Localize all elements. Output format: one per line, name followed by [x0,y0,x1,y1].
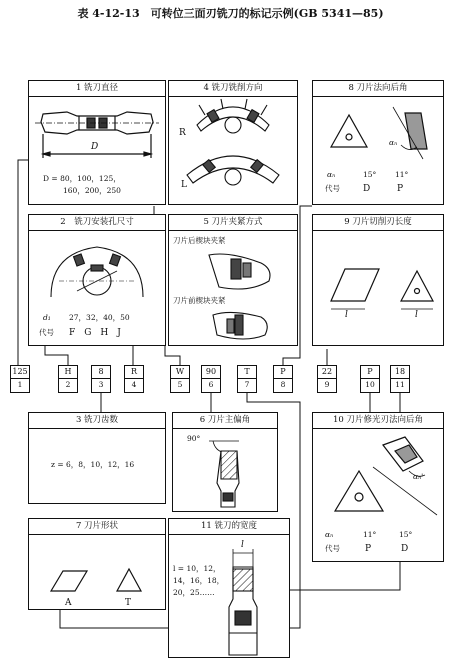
edge-length-l2: l [415,310,418,320]
box-lead-angle [172,412,278,512]
code-value: 8 [92,366,110,379]
width-values-3: 20，25…… [173,588,215,597]
code-value: P [361,366,379,379]
code-label: 代号 [325,184,340,193]
box-insert-clearance [312,80,444,205]
lead-angle-drawing [173,429,277,511]
hole-values: 27，32，40，50 [69,313,130,322]
code-cell [273,365,293,393]
cutter-width-drawing [169,537,289,657]
code-position: 8 [280,380,286,389]
box-header: 6 刀片主偏角 [173,413,277,429]
code-position: 3 [98,380,104,389]
box-cutter-diameter [28,80,166,205]
angle-value-2: 11° [395,170,409,179]
lead-angle-value: 90° [187,434,201,443]
box-header: 7 刀片形状 [29,519,165,535]
box-insert-shape [28,518,166,610]
edge-length-l1: l [345,310,348,320]
direction-r: R [179,128,186,138]
code-position: 6 [208,380,214,389]
direction-l: L [181,180,187,190]
code-position: 4 [131,380,137,389]
alpha-n-prime-figure-label: αₙ' [413,472,424,481]
hole-codes: F G H J [69,328,121,338]
angle-value-2: 15° [399,530,413,539]
wiper-clearance-drawing [313,431,443,531]
code-value: 22 [318,366,336,379]
code-value: R [125,366,143,379]
box-header: 3 铣刀齿数 [29,413,165,429]
code-cell [360,365,380,393]
angle-value-1: 15° [363,170,377,179]
code-position: 5 [177,380,183,389]
box-header: 9 刀片切削刃长度 [313,215,443,231]
code-cell [390,365,410,393]
code-cell [237,365,257,393]
shape-t: T [125,598,132,608]
code-value: 125 [11,366,29,379]
code-cell [170,365,190,393]
box-milling-direction [168,80,298,205]
alpha-n-label: αₙ [327,170,336,179]
box-header: 10 刀片修光刃法向后角 [313,413,443,429]
box-header: 11 铣刀的宽度 [169,519,289,535]
code-value: H [59,366,77,379]
code-value: P [274,366,292,379]
code-cell [124,365,144,393]
code-cell [10,365,30,393]
alpha-n-figure-label: αₙ [389,138,398,147]
milling-direction-drawing [169,97,297,205]
rear-wedge-label: 刀片后楔块夹紧 [173,236,226,245]
code-label: 代号 [325,544,340,553]
code-cell [91,365,111,393]
box-clamping-method [168,214,298,346]
figure-title: 表 4-12-13 可转位三面刃铣刀的标记示例(GB 5341—85) [77,7,384,20]
box-wiper-edge-clearance [312,412,444,562]
edge-length-drawing [313,255,443,325]
shape-a: A [65,598,72,608]
code-position: 7 [244,380,250,389]
mounting-hole-drawing [29,233,165,305]
code-p: P [397,184,404,194]
code-d: D [363,184,371,194]
alpha-n-label: αₙ [325,530,334,539]
box-mounting-hole [28,214,166,346]
front-wedge-label: 刀片前楔块夹紧 [173,296,226,305]
diameter-values-cont: 160，200，250 [63,186,121,195]
code-cell [317,365,337,393]
code-cell [58,365,78,393]
code-position: 2 [65,380,71,389]
code-value: W [171,366,189,379]
box-tooth-count [28,412,166,504]
insert-shape-drawing [29,539,165,599]
tooth-count-values: z = 6，8，10，12，16 [51,460,135,469]
diameter-values: D = 80，100，125， [43,174,121,183]
code-position: 10 [365,380,375,389]
box-header: 8 刀片法向后角 [313,81,443,97]
code-position: 1 [17,380,23,389]
box-cutter-width [168,518,290,658]
code-p: P [365,544,372,554]
code-position: 11 [395,380,405,389]
box-header: 2 铣刀安装孔尺寸 [29,215,165,231]
cutter-diameter-drawing [29,98,165,178]
code-value: 90 [202,366,220,379]
box-header: 5 刀片夹紧方式 [169,215,297,231]
code-d: D [401,544,409,554]
width-dim-label: l [241,540,244,550]
box-header: 4 铣刀铣削方向 [169,81,297,97]
box-cutting-edge-length [312,214,444,346]
dim-label: D [91,142,99,152]
clamping-drawing [169,235,297,345]
code-cell [201,365,221,393]
code-position: 9 [324,380,330,389]
code-value: T [238,366,256,379]
width-values-2: 14，16，18， [173,576,225,585]
code-label: 代号 [39,328,54,337]
d1-label: d₁ [43,313,51,322]
insert-clearance-drawing [313,99,443,169]
code-value: 18 [391,366,409,379]
angle-value-1: 11° [363,530,377,539]
width-values-1: l = 10，12， [173,564,221,573]
box-header: 1 铣刀直径 [29,81,165,97]
